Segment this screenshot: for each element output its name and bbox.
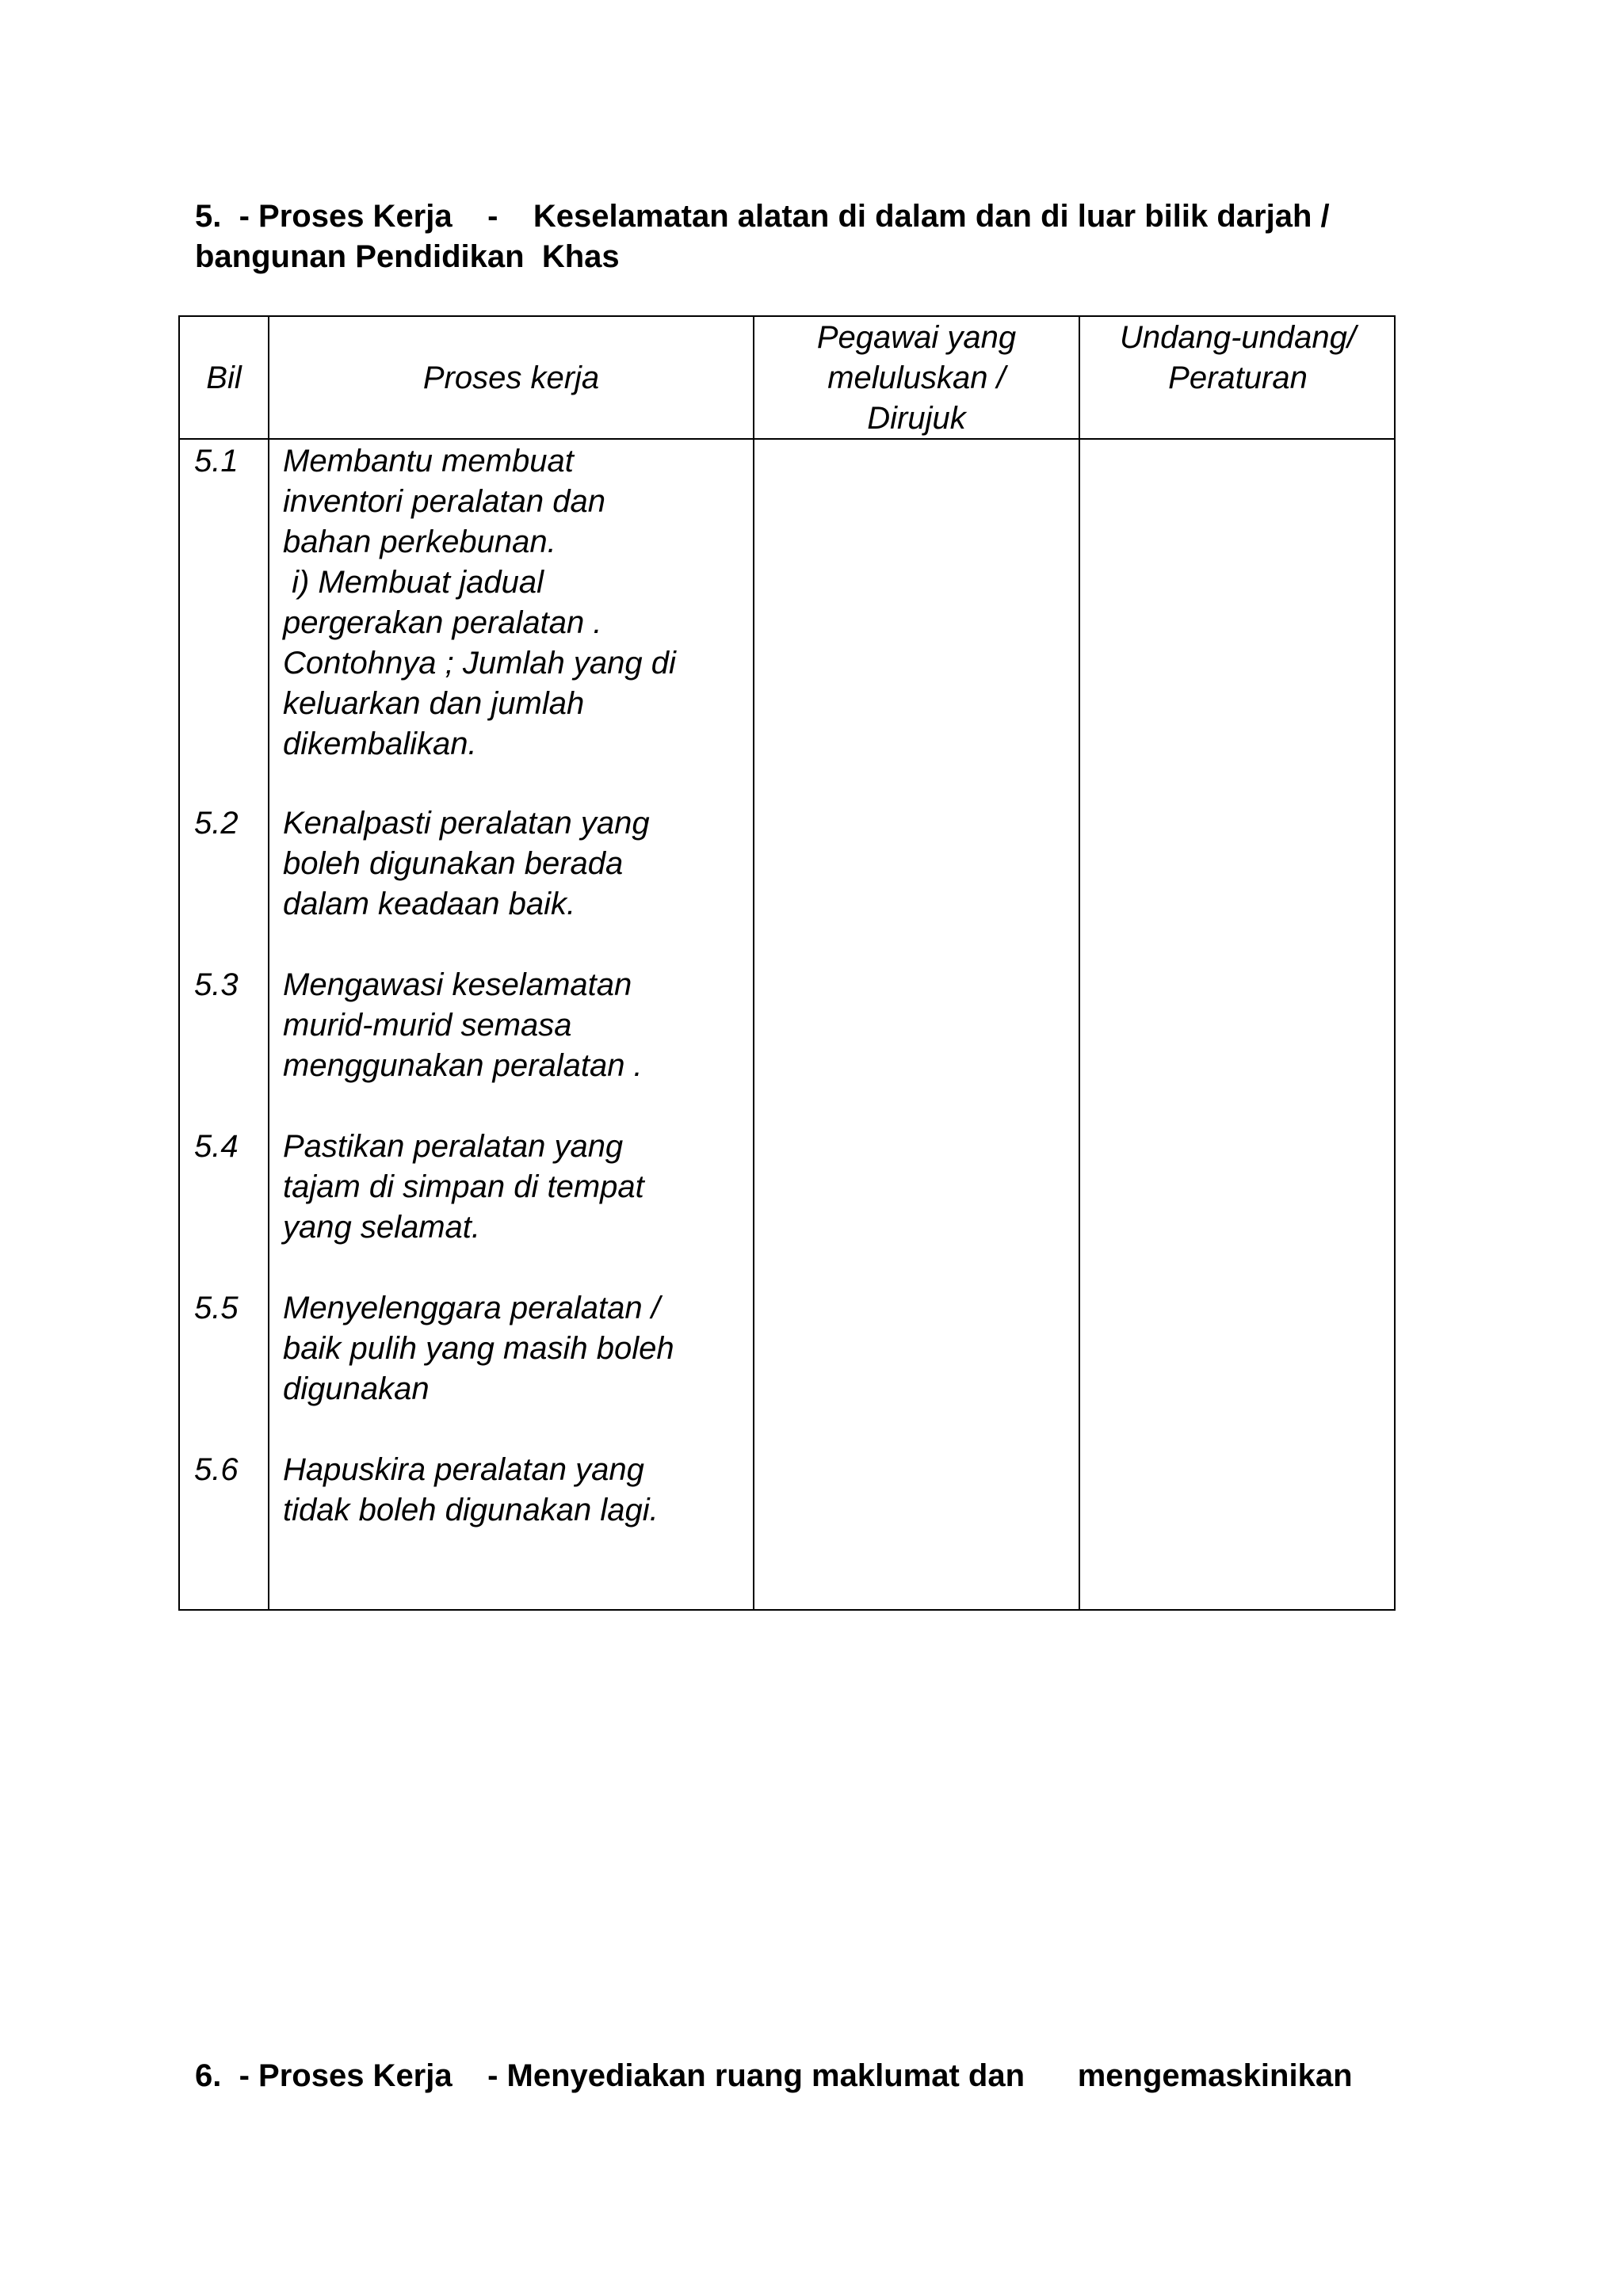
column-divider-pegawai bbox=[1079, 317, 1080, 1609]
row-proses: Pastikan peralatan yang tajam di simpan di tempat yang selamat. bbox=[283, 1129, 644, 1245]
row-bil: 5.3 bbox=[194, 967, 239, 1002]
row-proses: Menyelenggara peralatan / baik pulih yang masih boleh digunakan bbox=[283, 1291, 674, 1406]
header-proses-kerja: Proses kerja bbox=[422, 360, 600, 395]
header-pegawai: Pegawai yang meluluskan / Dirujuk bbox=[816, 320, 1017, 436]
row-bil: 5.4 bbox=[194, 1129, 239, 1164]
row-proses: Membantu membuat inventori peralatan dan bahan perkebunan. i) Membuat jadual pergerakan peralatan . Contohnya ; Jumlah yang di keluarkan dan jumlah dikembalikan. bbox=[283, 444, 676, 761]
header-bil: Bil bbox=[206, 360, 242, 395]
row-proses: Hapuskira peralatan yang tidak boleh digunakan lagi. bbox=[283, 1452, 659, 1527]
header-undang-undang: Undang-undang/ Peraturan bbox=[1119, 320, 1357, 395]
section-5-heading-line-2: bangunan Pendidikan Khas bbox=[195, 239, 620, 274]
row-proses: Kenalpasti peralatan yang boleh digunakan berada dalam keadaan baik. bbox=[283, 806, 650, 921]
process-table bbox=[178, 315, 1396, 1611]
section-6-heading: 6. - Proses Kerja - Menyediakan ruang maklumat dan mengemaskinikan bbox=[195, 2058, 1353, 2093]
row-bil: 5.2 bbox=[194, 806, 239, 841]
row-bil: 5.6 bbox=[194, 1452, 239, 1487]
row-bil: 5.1 bbox=[194, 444, 239, 479]
row-bil: 5.5 bbox=[194, 1291, 239, 1325]
row-proses: Mengawasi keselamatan murid-murid semasa menggunakan peralatan . bbox=[283, 967, 643, 1083]
column-divider-bil bbox=[268, 317, 269, 1609]
section-5-heading-line-1: 5. - Proses Kerja - Keselamatan alatan di dalam dan di luar bilik darjah / bbox=[195, 199, 1330, 234]
